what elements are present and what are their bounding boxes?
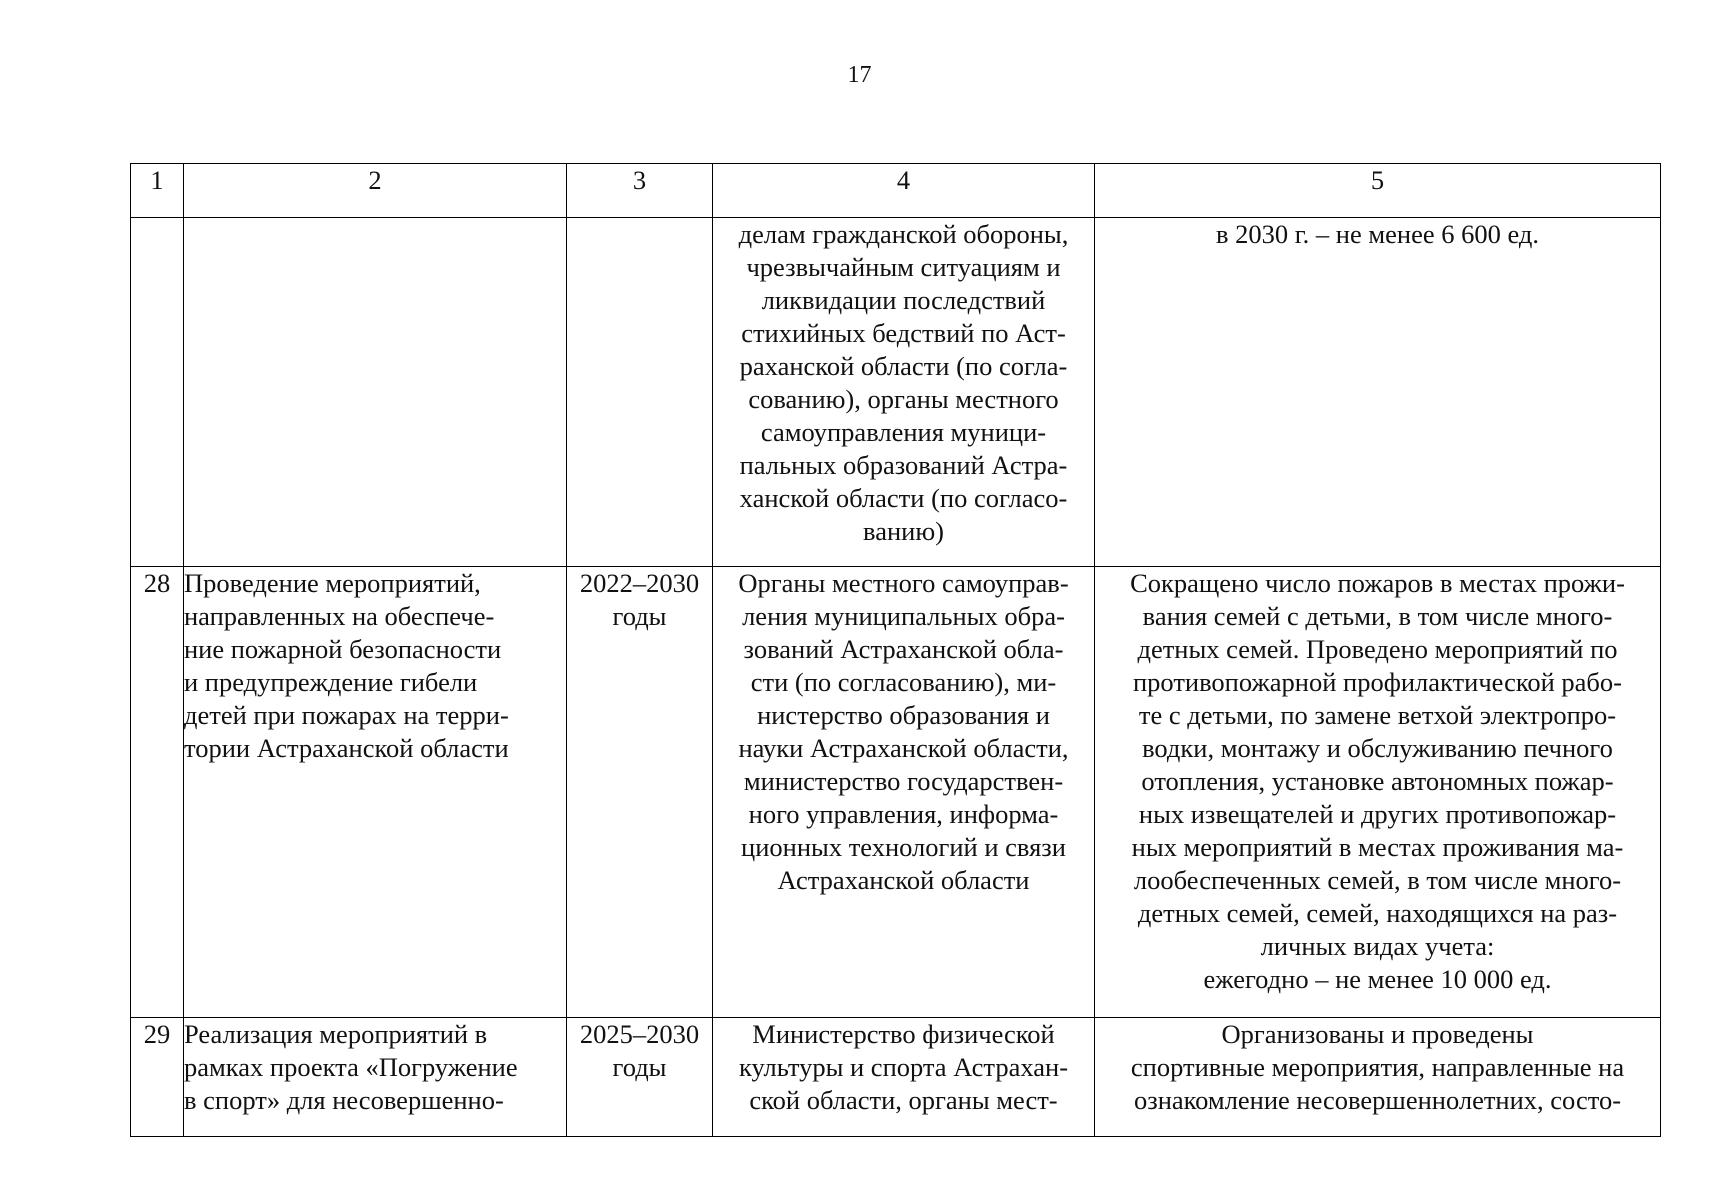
row-period: 2022–2030 годы [567, 567, 713, 1018]
row-activity: Проведение мероприятий, направленных на обеспече- ние пожарной безопасности и предупреждение гибели детей при пожарах на терри- тории Астраханской области [184, 567, 567, 1018]
header-col-1: 1 [131, 164, 184, 218]
table-row [131, 567, 1661, 1018]
header-col-3: 3 [567, 164, 713, 218]
row-result: Сокращено число пожаров в местах прожи- вания семей с детьми, в том числе много- детных семей. Проведено мероприятий по противопожарной профилактической рабо- те с детьми, по замене ветхой электропро- водки, монтажу и обслуживанию печного отопления, установке автономных пожар- ных извещателей и других противопожар- ных мероприятий в местах проживания ма- лообеспеченных семей, в том числе много- детных семей, семей, находящихся на раз- личных видах учета: ежегодно – не менее 10 000 ед. [1095, 567, 1661, 1018]
table-row [131, 218, 1661, 567]
row-activity: Реализация мероприятий в рамках проекта «Погружение в спорт» для несовершенно- [184, 1018, 567, 1137]
row-executors: Министерство физической культуры и спорта Астрахан- ской области, органы мест- [713, 1018, 1095, 1137]
row-number: 28 [131, 567, 184, 1018]
table-header-row [131, 164, 1661, 218]
row-executors: Органы местного самоуправ- ления муниципальных обра- зований Астраханской обла- сти (по согласованию), ми- нистерство образования и науки Астраханской области, министерство государствен- ного управления, информа- ционных технологий и связи Астраханской области [713, 567, 1095, 1018]
row-period [567, 218, 713, 567]
header-col-5: 5 [1095, 164, 1661, 218]
table-row [131, 1018, 1661, 1137]
row-result: в 2030 г. – не менее 6 600 ед. [1095, 218, 1661, 567]
header-col-2: 2 [184, 164, 567, 218]
program-table [130, 163, 1661, 1137]
row-number [131, 218, 184, 567]
page-number: 17 [847, 62, 872, 88]
row-activity [184, 218, 567, 567]
row-executors: делам гражданской обороны, чрезвычайным ситуациям и ликвидации последствий стихийных бедствий по Аст- раханской области (по согла- сованию), органы местного самоуправления муници- пальных образований Астра- ханской области (по согласо- ванию) [713, 218, 1095, 567]
row-result: Организованы и проведены спортивные мероприятия, направленные на ознакомление несовершеннолетних, состо- [1095, 1018, 1661, 1137]
row-period: 2025–2030 годы [567, 1018, 713, 1137]
header-col-4: 4 [713, 164, 1095, 218]
row-number: 29 [131, 1018, 184, 1137]
